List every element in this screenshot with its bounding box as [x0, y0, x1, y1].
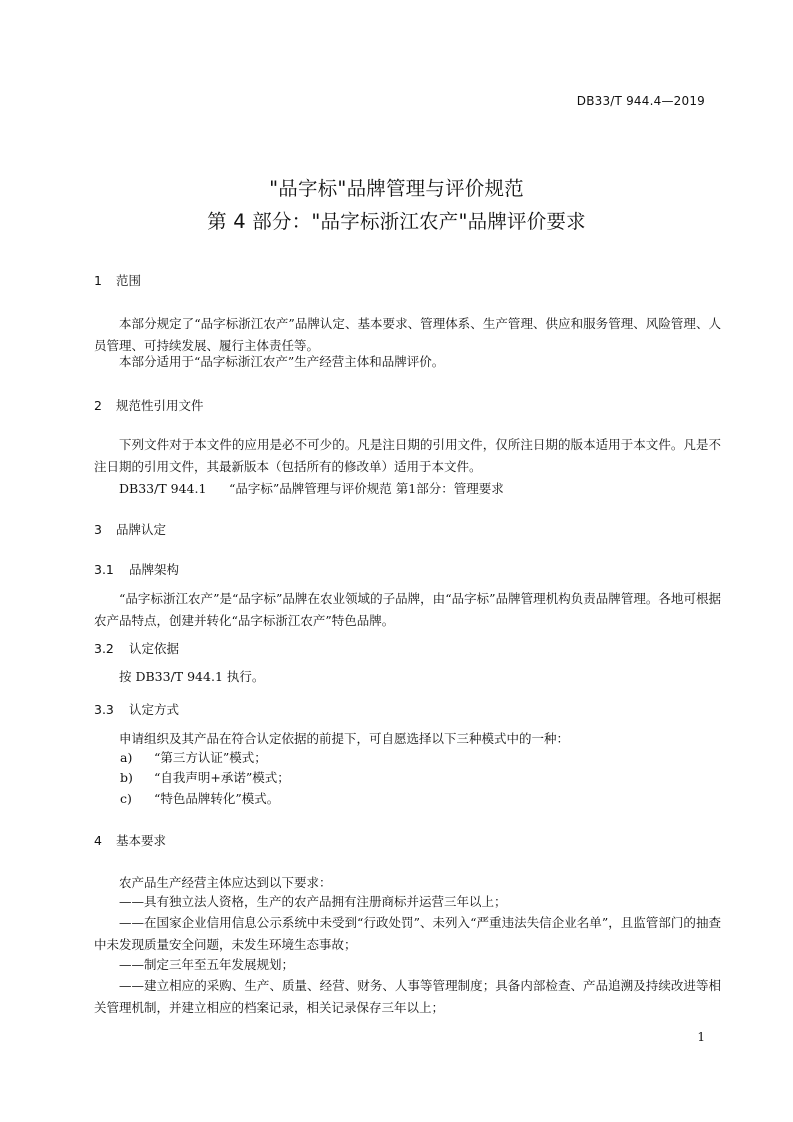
- section-number: 2: [94, 398, 102, 413]
- list-text: “自我声明+承诺”模式；: [154, 770, 290, 785]
- subsection-number: 3.2: [94, 641, 114, 656]
- section-3-heading: [94, 521, 166, 539]
- section-1-paragraph-2: 本部分适用于“品字标浙江农产”生产经营主体和品牌评价。: [119, 354, 445, 369]
- requirement-item-2: ——在国家企业信用信息公示系统中未受到“行政处罚”、未列入“严重违法失信企业名单”，且监管部门的抽查中未发现质量安全问题，未发生环境生态事故；: [94, 915, 721, 952]
- reference-code: DB33/T 944.1: [119, 481, 207, 496]
- section-1-heading: [94, 272, 141, 290]
- requirement-item-1: ——具有独立法人资格，生产的农产品拥有注册商标并运营三年以上；: [119, 894, 507, 909]
- section-2-paragraph-1: 下列文件对于本文件的应用是必不可少的。凡是注日期的引用文件，仅所注日期的版本适用于本文件。凡是不注日期的引用文件，其最新版本（包括所有的修改单）适用于本文件。: [94, 437, 721, 474]
- requirement-item-3: ——制定三年至五年发展规划；: [119, 957, 295, 972]
- list-marker: b): [120, 770, 133, 785]
- subsection-number: 3.1: [94, 562, 114, 577]
- section-3-2-heading: [94, 640, 179, 658]
- page-number: 1: [697, 1030, 705, 1044]
- subsection-title: 认定依据: [129, 641, 180, 656]
- list-marker: c): [120, 791, 132, 806]
- list-text: “第三方认证”模式；: [154, 750, 267, 765]
- subsection-title: 认定方式: [129, 702, 180, 717]
- section-title: 基本要求: [116, 833, 167, 848]
- subsection-title: 品牌架构: [129, 562, 180, 577]
- document-title: [0, 172, 793, 238]
- list-item: [120, 747, 267, 769]
- normative-reference: [119, 478, 504, 500]
- standard-code: DB33/T 944.4—2019: [576, 94, 705, 108]
- list-item: [120, 767, 290, 789]
- section-number: 3: [94, 522, 102, 537]
- title-line-2: 第 4 部分："品字标浙江农产"品牌评价要求: [207, 210, 586, 233]
- section-4-heading: [94, 832, 166, 850]
- section-3-1-paragraph: “品字标浙江农产”是“品字标”品牌在农业领域的子品牌，由“品字标”品牌管理机构负责品牌管理。各地可根据农产品特点，创建并转化“品字标浙江农产”特色品牌。: [94, 591, 721, 628]
- section-3-2-paragraph: 按 DB33/T 944.1 执行。: [119, 669, 265, 684]
- reference-title: “品字标”品牌管理与评价规范 第1部分：管理要求: [229, 481, 504, 496]
- section-3-1-heading: [94, 561, 179, 579]
- section-title: 规范性引用文件: [116, 398, 204, 413]
- section-title: 范围: [116, 273, 142, 288]
- list-item: [120, 788, 279, 810]
- title-line-1: "品字标"品牌管理与评价规范: [269, 177, 524, 200]
- section-3-3-heading: [94, 701, 179, 719]
- section-number: 4: [94, 833, 102, 848]
- requirement-item-4: ——建立相应的采购、生产、质量、经营、财务、人事等管理制度；具备内部检查、产品追溯及持续改进等相关管理机制，并建立相应的档案记录，相关记录保存三年以上；: [94, 978, 721, 1015]
- list-text: “特色品牌转化”模式。: [154, 791, 280, 806]
- list-marker: a): [120, 750, 133, 765]
- section-number: 1: [94, 273, 102, 288]
- section-3-3-paragraph: 申请组织及其产品在符合认定依据的前提下，可自愿选择以下三种模式中的一种：: [119, 731, 570, 746]
- section-4-paragraph: 农产品生产经营主体应达到以下要求：: [119, 875, 332, 890]
- section-2-heading: [94, 397, 204, 415]
- section-1-paragraph-1: 本部分规定了“品字标浙江农产”品牌认定、基本要求、管理体系、生产管理、供应和服务管理、风险管理、人员管理、可持续发展、履行主体责任等。: [94, 316, 721, 353]
- subsection-number: 3.3: [94, 702, 114, 717]
- section-title: 品牌认定: [116, 522, 167, 537]
